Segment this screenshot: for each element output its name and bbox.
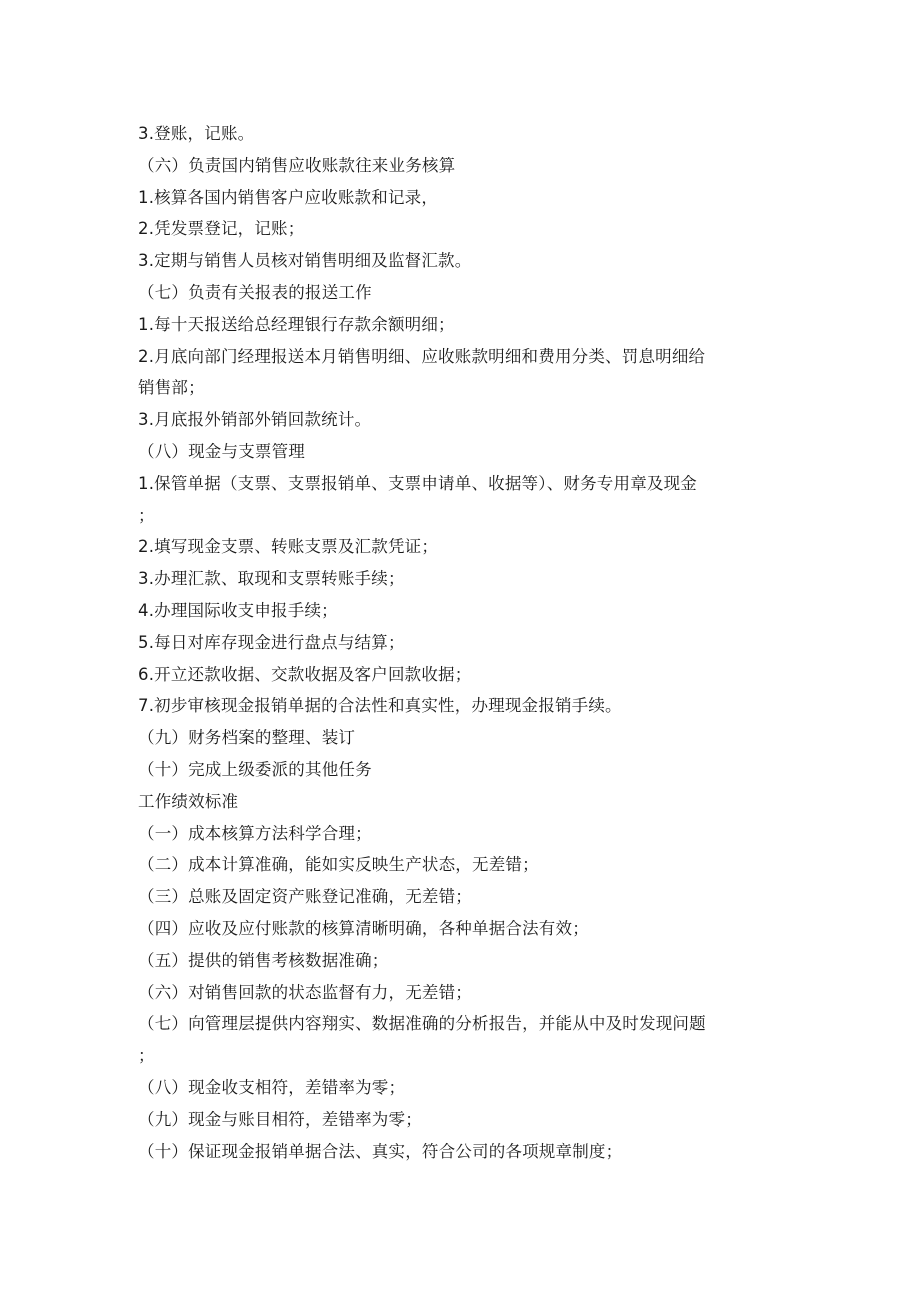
standard-item: （二）成本计算准确，能如实反映生产状态，无差错； [138, 855, 539, 875]
section-heading: （七）负责有关报表的报送工作 [138, 282, 372, 302]
standard-item: （五）提供的销售考核数据准确； [138, 950, 389, 970]
text-line: 2.填写现金支票、转账支票及汇款凭证； [138, 537, 439, 557]
text-line: 3.定期与销售人员核对销售明细及监督汇款。 [138, 251, 472, 271]
text-line: 6.开立还款收据、交款收据及客户回款收据； [138, 664, 472, 684]
text-line: 1.核算各国内销售客户应收账款和记录， [138, 187, 439, 207]
section-title: 工作绩效标准 [138, 791, 239, 811]
standard-item: （四）应收及应付账款的核算清晰明确，各种单据合法有效； [138, 918, 589, 938]
document-body [138, 118, 778, 1167]
text-line: 销售部； [138, 378, 205, 398]
text-line: 5.每日对库存现金进行盘点与结算； [138, 632, 405, 652]
text-line: ； [138, 505, 155, 525]
standard-item: （八）现金收支相符，差错率为零； [138, 1077, 406, 1097]
text-line: 3.登账，记账。 [138, 124, 255, 143]
text-line: 7.初步审核现金报销单据的合法性和真实性，办理现金报销手续。 [138, 696, 622, 716]
text-line: 1.每十天报送给总经理银行存款余额明细； [138, 314, 455, 334]
standard-item: （一）成本核算方法科学合理； [138, 823, 372, 843]
text-line: 4.办理国际收支申报手续； [138, 600, 338, 620]
text-line: 2.凭发票登记，记账； [138, 219, 305, 239]
text-line: 3.办理汇款、取现和支票转账手续； [138, 569, 405, 589]
standard-item: （十）保证现金报销单据合法、真实，符合公司的各项规章制度； [138, 1141, 623, 1161]
text-line: 3.月底报外销部外销回款统计。 [138, 410, 372, 430]
standard-item: （九）现金与账目相符，差错率为零； [138, 1109, 422, 1129]
standard-item: （三）总账及固定资产账登记准确，无差错； [138, 887, 472, 907]
text-line: ； [138, 1046, 155, 1066]
standard-item: （六）对销售回款的状态监督有力，无差错； [138, 982, 472, 1002]
section-heading: （九）财务档案的整理、装订 [138, 728, 356, 748]
section-heading: （八）现金与支票管理 [138, 441, 305, 461]
standard-item: （七）向管理层提供内容翔实、数据准确的分析报告，并能从中及时发现问题 [138, 1014, 706, 1034]
section-heading: （十）完成上级委派的其他任务 [138, 759, 372, 779]
text-line: 1.保管单据（支票、支票报销单、支票申请单、收据等）、财务专用章及现金 [138, 473, 697, 493]
text-line: 2.月底向部门经理报送本月销售明细、应收账款明细和费用分类、罚息明细给 [138, 346, 706, 366]
section-heading: （六）负责国内销售应收账款往来业务核算 [138, 155, 456, 175]
